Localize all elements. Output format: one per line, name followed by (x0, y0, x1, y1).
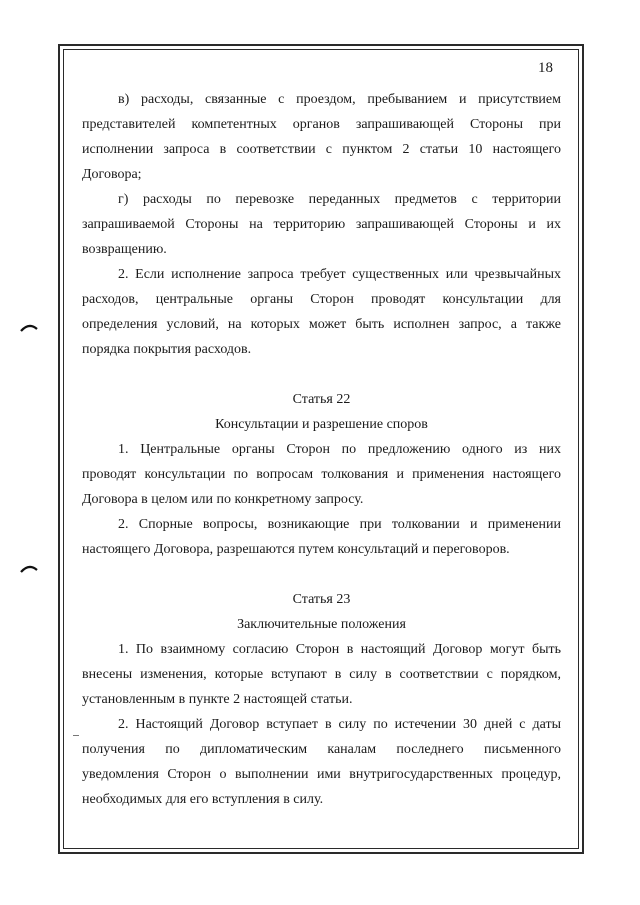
paragraph-line: г) расходы по перевозке переданных предметов с территории (118, 192, 561, 207)
paragraph-line: уведомления Сторон о выполнении ими внутригосударственных процедур, (82, 767, 561, 782)
paragraph (82, 637, 561, 712)
paragraph (82, 87, 561, 187)
paragraph-line: 1. По взаимному согласию Сторон в настоящий Договор могут быть (118, 642, 561, 657)
paragraph-line: расходов, центральные органы Сторон проводят консультации для (82, 292, 561, 307)
paragraph-line: настоящего Договора, разрешаются путем консультаций и переговоров. (82, 542, 510, 557)
binder-hole-mark (19, 562, 39, 574)
paragraph-line: 1. Центральные органы Сторон по предложению одного из них (118, 442, 561, 457)
paragraph-line: установленным в пункте 2 настоящей статьи. (82, 692, 353, 707)
paragraph-line: порядка покрытия расходов. (82, 342, 252, 357)
paragraph-line: получения по дипломатическим каналам последнего письменного (82, 742, 561, 757)
section-spacer (82, 362, 561, 387)
paragraph-line: 2. Если исполнение запроса требует существенных или чрезвычайных (118, 267, 561, 282)
paragraph-line: исполнении запроса в соответствии с пунктом 2 статьи 10 настоящего (82, 142, 561, 157)
paragraph-line: возвращению. (82, 242, 167, 257)
paragraph-line: 2. Настоящий Договор вступает в силу по истечении 30 дней с даты (118, 717, 561, 732)
section-heading: Консультации и разрешение споров (215, 417, 428, 432)
paragraph-line: Договора; (82, 167, 142, 182)
document-body (82, 87, 561, 812)
margin-tick (73, 735, 79, 736)
section-heading: Статья 23 (292, 592, 351, 607)
paragraph-line: 2. Спорные вопросы, возникающие при толковании и применении (118, 517, 561, 532)
paragraph-line: Договора в целом или по конкретному запросу. (82, 492, 364, 507)
section-heading: Заключительные положения (237, 617, 406, 632)
paragraph-line: определения условий, на которых может быть исполнен запрос, а также (82, 317, 561, 332)
paragraph-line: в) расходы, связанные с проездом, пребыванием и присутствием (118, 92, 561, 107)
paragraph-line: необходимых для его вступления в силу. (82, 792, 324, 807)
section-spacer (82, 562, 561, 587)
binder-hole-mark (19, 321, 39, 333)
paragraph-line: внесены изменения, которые вступают в силу в соответствии с порядком, (82, 667, 561, 682)
paragraph (82, 512, 561, 562)
paragraph-line: проводят консультации по вопросам толкования и применения настоящего (82, 467, 561, 482)
paragraph (82, 262, 561, 362)
page-number: 18 (538, 60, 553, 76)
paragraph-line: представителей компетентных органов запрашивающей Стороны при (82, 117, 561, 132)
section-heading: Статья 22 (292, 392, 351, 407)
paragraph-line: запрашиваемой Стороны на территорию запрашивающей Стороны и их (82, 217, 561, 232)
paragraph (82, 712, 561, 812)
paragraph (82, 187, 561, 262)
paragraph (82, 437, 561, 512)
